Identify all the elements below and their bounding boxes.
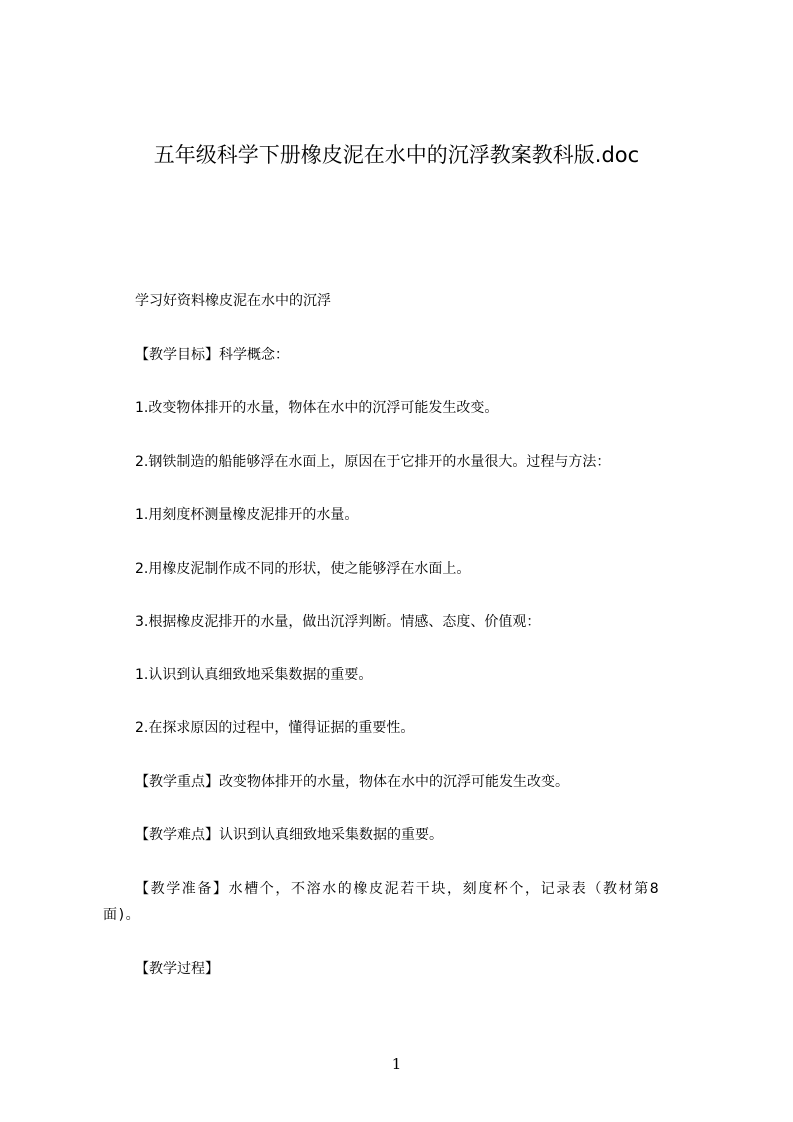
page-number: 1 <box>391 1055 402 1073</box>
paragraph-method-3: 3.根据橡皮泥排开的水量，做出沉浮判断。情感、态度、价值观： <box>135 614 541 630</box>
paragraph-heading: 学习好资料橡皮泥在水中的沉浮 <box>135 293 331 309</box>
paragraph-concept-1: 1.改变物体排开的水量，物体在水中的沉浮可能发生改变。 <box>135 400 499 416</box>
paragraph-attitude-2: 2.在探求原因的过程中，懂得证据的重要性。 <box>135 720 415 736</box>
paragraph-method-1: 1.用刻度杯测量橡皮泥排开的水量。 <box>135 507 359 523</box>
paragraph-teaching-process: 【教学过程】 <box>135 961 219 977</box>
paragraph-key-point: 【教学重点】改变物体排开的水量，物体在水中的沉浮可能发生改变。 <box>135 774 569 790</box>
paragraph-concept-2: 2.钢铁制造的船能够浮在水面上，原因在于它排开的水量很大。过程与方法： <box>135 454 611 470</box>
document-title: 五年级科学下册橡皮泥在水中的沉浮教案教科版.doc <box>153 143 640 167</box>
paragraph-teaching-goals: 【教学目标】科学概念： <box>135 347 289 363</box>
paragraph-preparation: 【教学准备】水槽个，不溶水的橡皮泥若干块，刻度杯个，记录表（教材第8面)。 <box>103 881 661 923</box>
paragraph-difficulty: 【教学难点】认识到认真细致地采集数据的重要。 <box>135 827 443 843</box>
paragraph-method-2: 2.用橡皮泥制作成不同的形状，使之能够浮在水面上。 <box>135 561 471 577</box>
paragraph-attitude-1: 1.认识到认真细致地采集数据的重要。 <box>135 667 373 683</box>
